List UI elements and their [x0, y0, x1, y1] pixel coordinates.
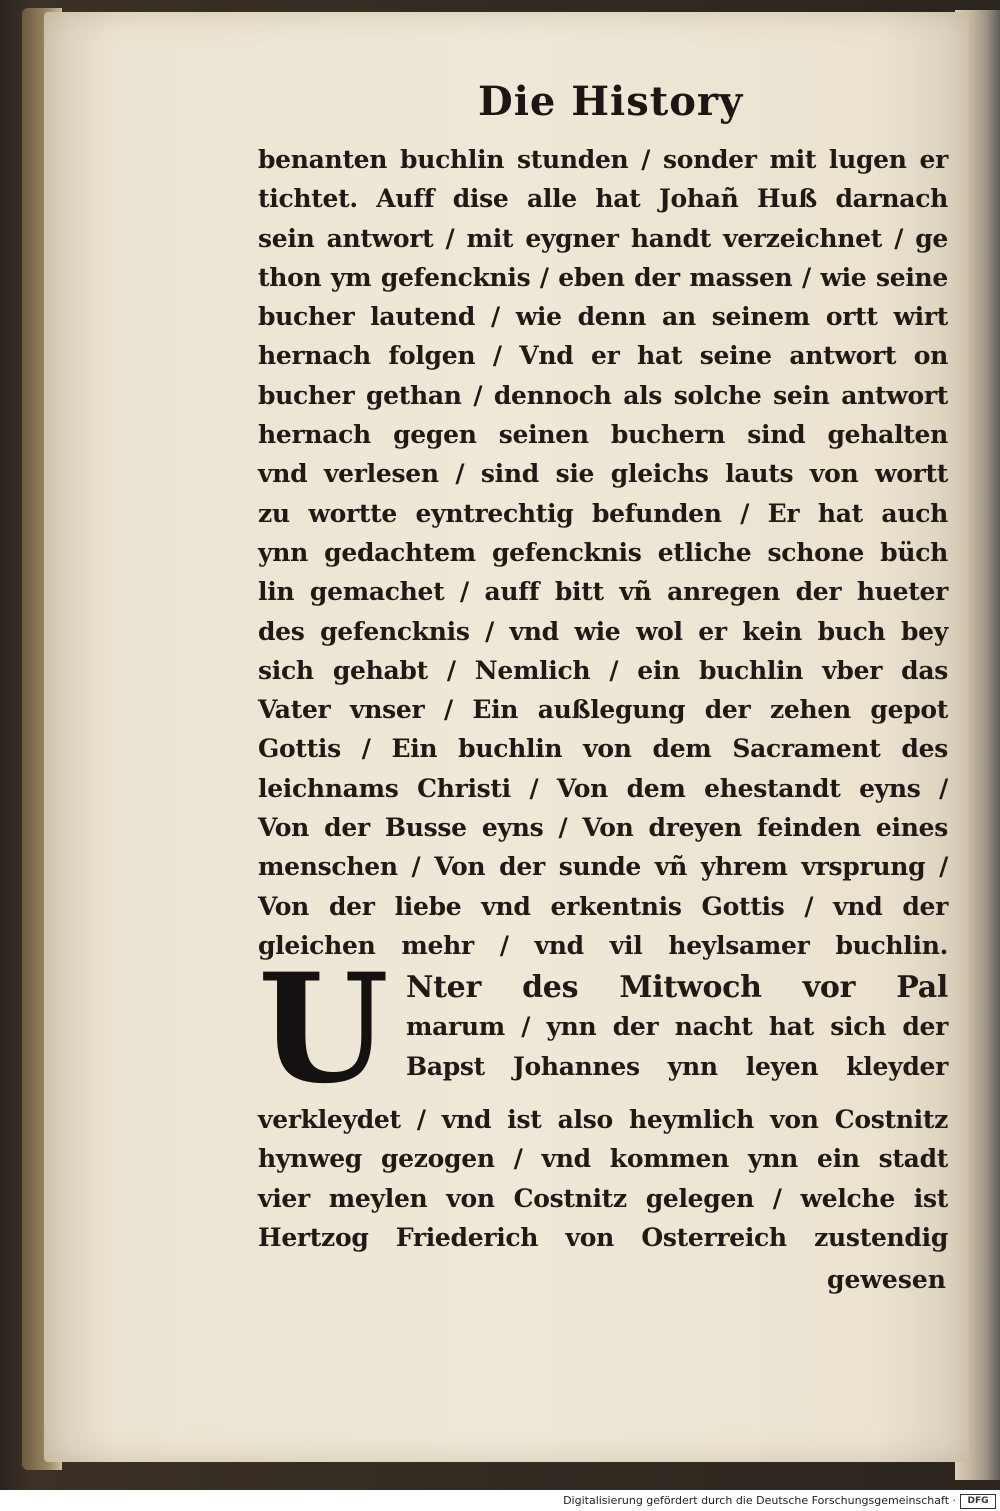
text-line: sein antwort / mit eygner handt verzeichnet / ge [258, 223, 948, 253]
text-line: Gottis / Ein buchlin von dem Sacrament des [258, 734, 948, 764]
catchword: gewesen [827, 1265, 946, 1294]
paragraph-2-lines [258, 1100, 948, 1257]
decorated-initial [258, 941, 408, 1117]
indented-lines [406, 968, 948, 1086]
text-line: menschen / Von der sunde vñ yhrem vrsprung / [258, 852, 948, 882]
text-line: hernach gegen seinen buchern sind gehalten [258, 420, 948, 450]
text-line: Von der Busse eyns / Von dreyen feinden eines [258, 813, 948, 843]
initial-letter: U [258, 941, 389, 1117]
footer-bar [0, 1490, 1000, 1511]
text-line: hernach folgen / Vnd er hat seine antwort on [258, 341, 948, 371]
text-line: verkleydet / vnd ist also heymlich von Costnitz [258, 1105, 948, 1134]
text-line: vier meylen von Costnitz gelegen / welche ist [258, 1183, 948, 1213]
text-line: des gefencknis / vnd wie wol er kein buch bey [258, 616, 948, 646]
text-line: tichtet. Auff dise alle hat Johañ Huß darnach [258, 184, 948, 214]
running-head: Die History [478, 78, 744, 125]
text-line: hynweg gezogen / vnd kommen ynn ein stadt [258, 1144, 948, 1174]
funding-credit: Digitalisierung gefördert durch die Deutsche Forschungsgemeinschaft · [563, 1494, 956, 1507]
text-line: bucher lautend / wie denn an seinem ortt wirt [258, 302, 948, 332]
text-line: ynn gedachtem gefencknis etliche schone büch [258, 537, 948, 567]
text-line: vnd verlesen / sind sie gleichs lauts von wortt [258, 459, 948, 489]
text-line: Nter des Mitwoch vor Pal [406, 970, 948, 1005]
text-line: zu wortte eyntrechtig befunden / Er hat auch [258, 498, 948, 528]
text-line: leichnams Christi / Von dem ehestandt eyns / [258, 773, 948, 803]
text-line: gleichen mehr / vnd vil heylsamer buchlin. [258, 930, 948, 960]
text-line: Von der liebe vnd erkentnis Gottis / vnd der [258, 891, 948, 921]
text-line: Hertzog Friederich von Osterreich zustendig [258, 1222, 948, 1252]
text-line: sich gehabt / Nemlich / ein buchlin vber das [258, 655, 948, 685]
text-line: bucher gethan / dennoch als solche sein antwort [258, 380, 948, 410]
text-line: lin gemachet / auff bitt vñ anregen der hueter [258, 577, 948, 607]
text-line: Vater vnser / Ein außlegung der zehen gepot [258, 695, 948, 725]
text-line: marum / ynn der nacht hat sich der [406, 1012, 948, 1042]
text-line: Bapst Johannes ynn leyen kleyder [406, 1051, 948, 1081]
paragraph-1 [258, 140, 948, 965]
text-line: benanten buchlin stunden / sonder mit lugen er [258, 145, 948, 174]
dfg-logo: DFG [960, 1494, 996, 1509]
text-line: thon ym gefencknis / eben der massen / wie seine [258, 262, 948, 292]
